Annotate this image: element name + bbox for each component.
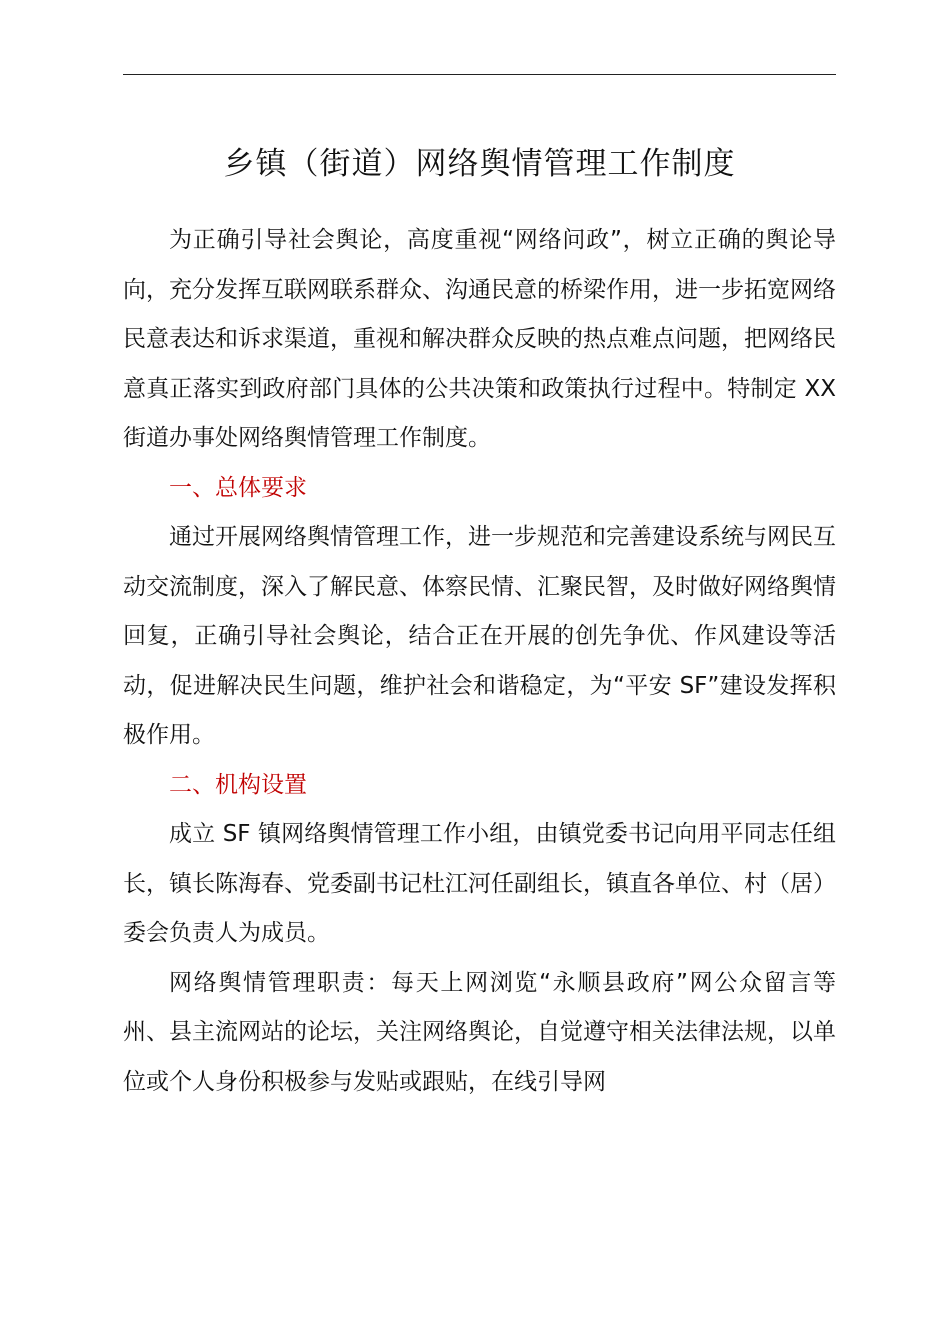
- header-rule: [123, 74, 836, 75]
- section-heading-general-requirements: 一、总体要求: [169, 474, 307, 501]
- intro-paragraph: 为正确引导社会舆论，高度重视“网络问政”，树立正确的舆论导向，充分发挥互联网联系群众、沟通民意的桥梁作用，进一步拓宽网络民意表达和诉求渠道，重视和解决群众反映的热点难点问题，把网络民意真正落实到政府部门具体的公共决策和政策执行过程中。特制定 XX 街道办事处网络舆情管理工作制度。: [123, 227, 836, 451]
- document-title: 乡镇（街道）网络舆情管理工作制度: [223, 146, 736, 182]
- general-requirements-paragraph: 通过开展网络舆情管理工作，进一步规范和完善建设系统与网民互动交流制度，深入了解民意、体察民情、汇聚民智，及时做好网络舆情回复，正确引导社会舆论，结合正在开展的创先争优、作风建设等活动，促进解决民生问题，维护社会和谐稳定，为“平安 SF”建设发挥积极作用。: [123, 524, 836, 748]
- organization-paragraph: 成立 SF 镇网络舆情管理工作小组，由镇党委书记向用平同志任组长，镇长陈海春、党委副书记杜江河任副组长，镇直各单位、村（居）委会负责人为成员。: [123, 821, 836, 946]
- document-body: [123, 216, 836, 1107]
- section-heading-organization: 二、机构设置: [169, 771, 307, 798]
- duties-paragraph: 网络舆情管理职责：每天上网浏览“永顺县政府”网公众留言等州、县主流网站的论坛，关注网络舆论，自觉遵守相关法律法规，以单位或个人身份积极参与发贴或跟贴，在线引导网: [123, 969, 836, 1095]
